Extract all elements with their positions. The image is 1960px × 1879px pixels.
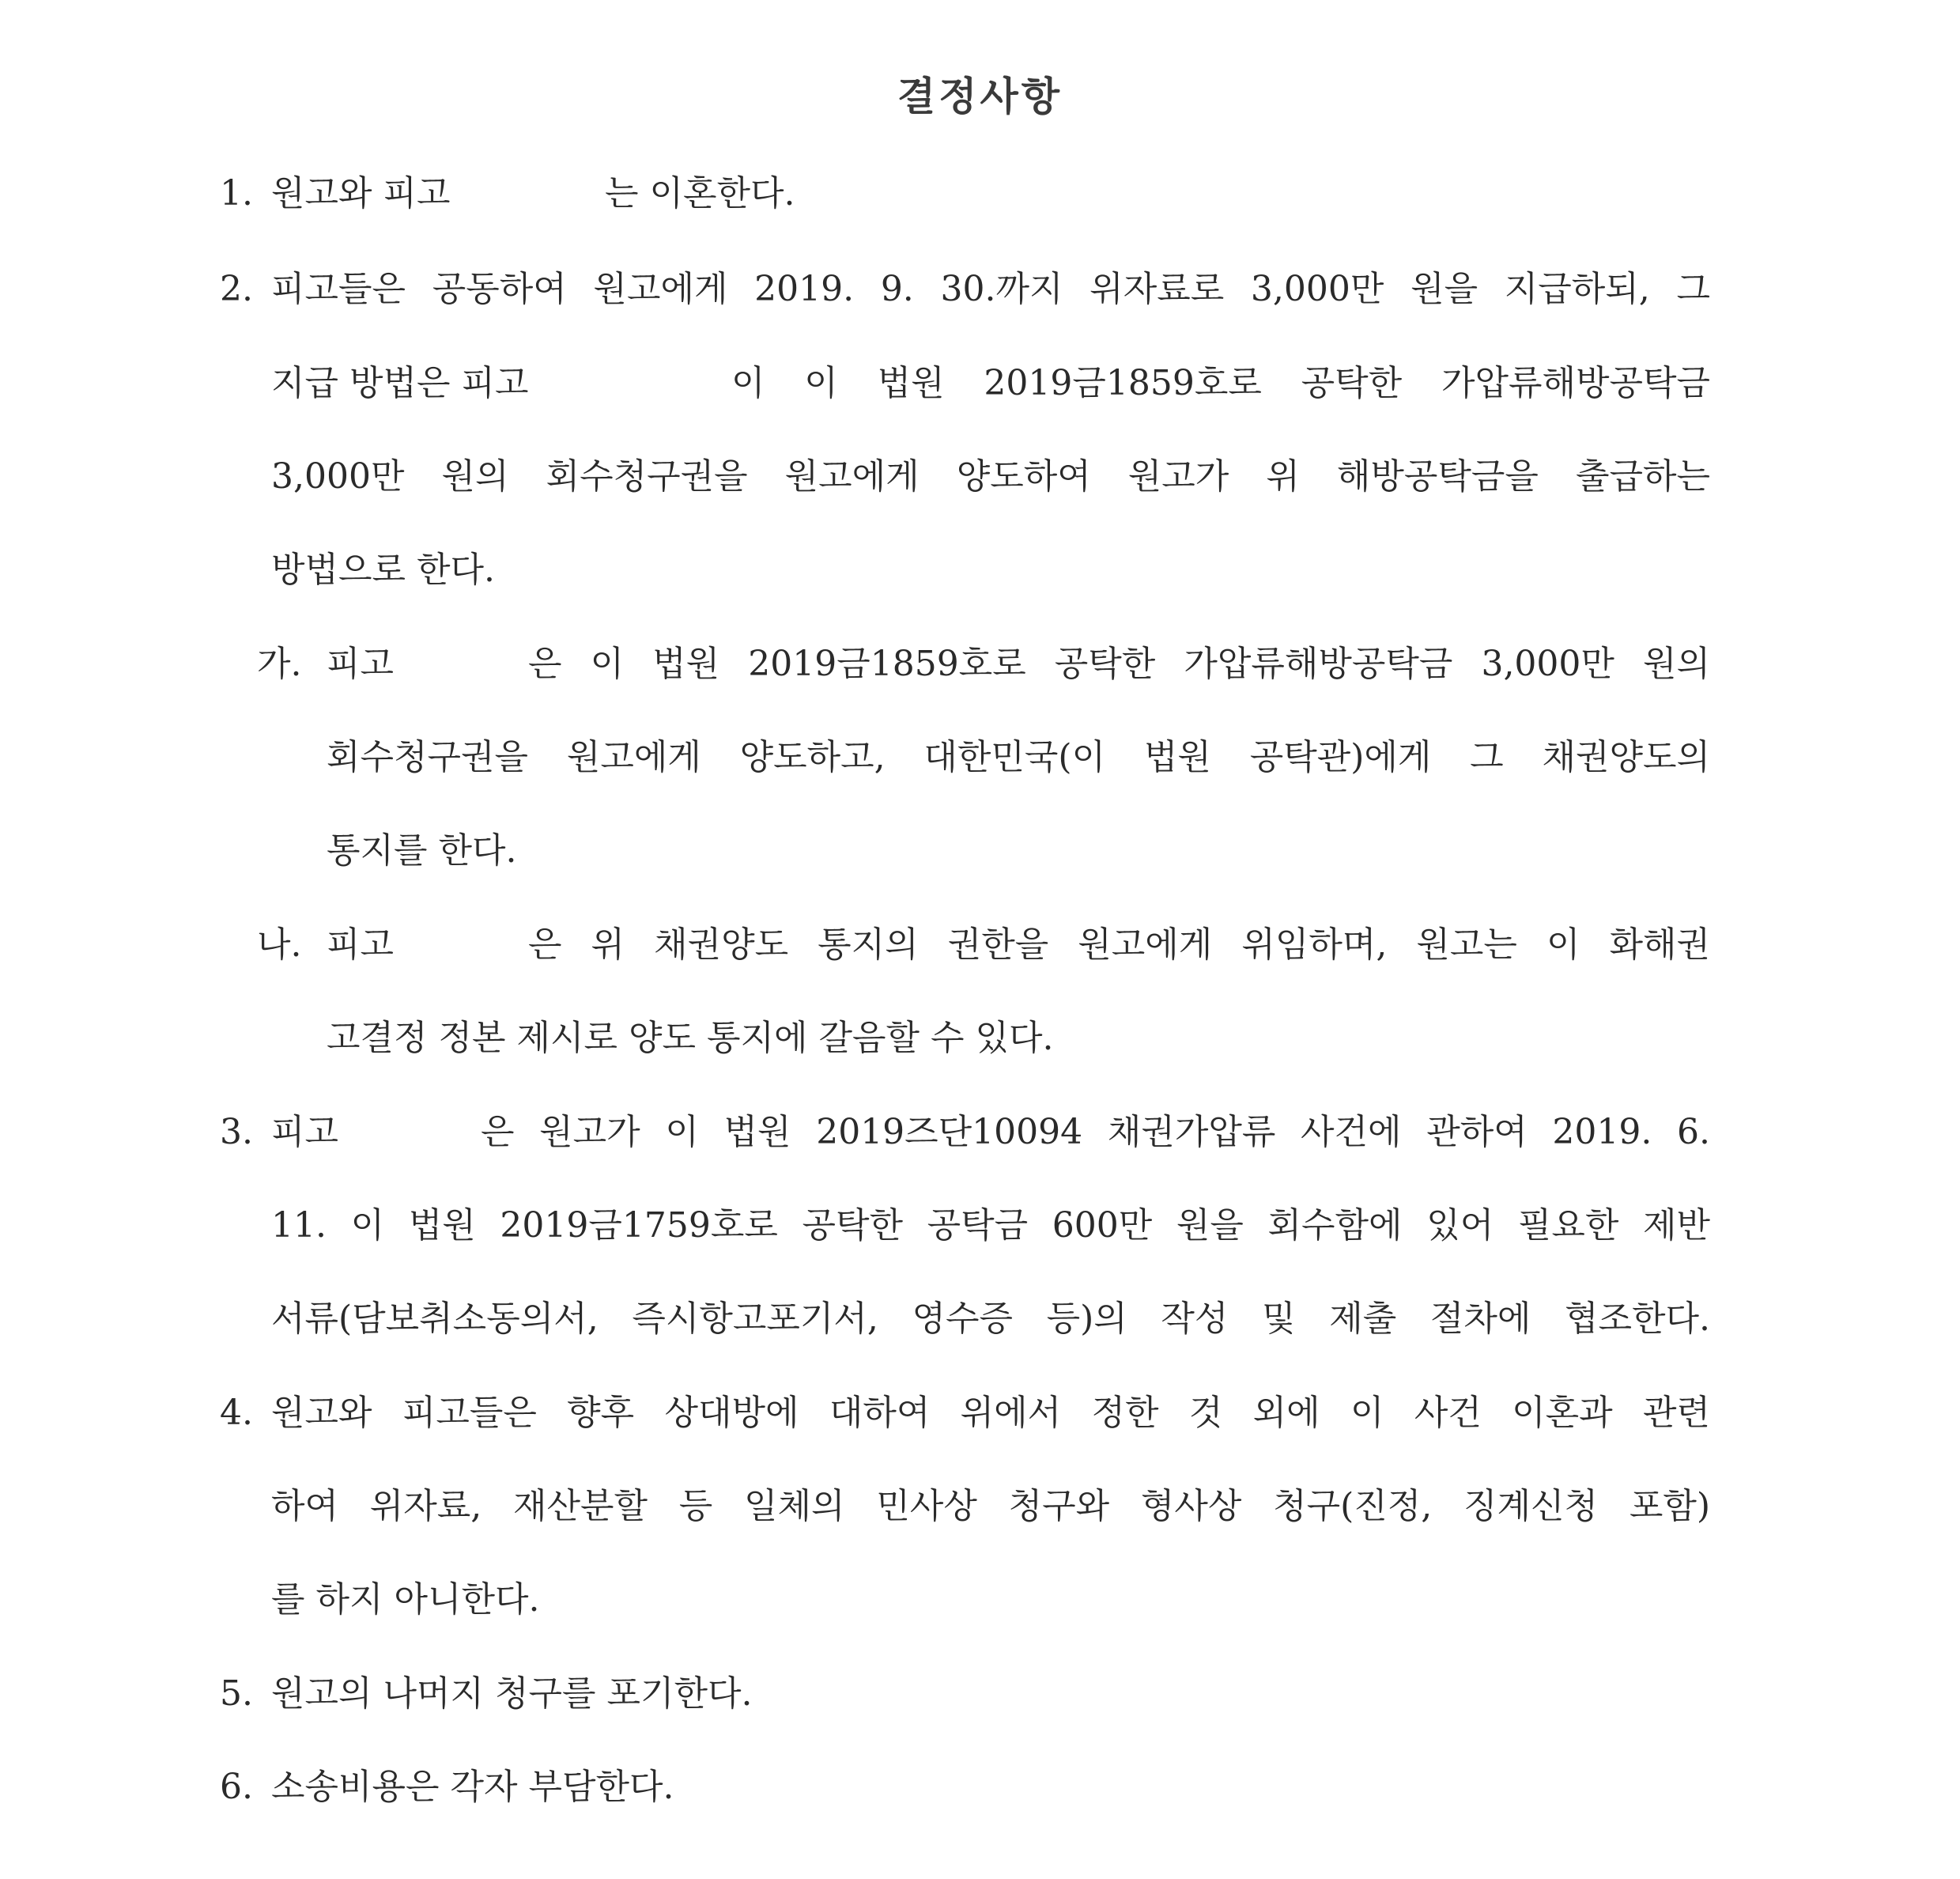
- item-text-line: 고결정 정본 제시로 양도 통지에 갈음할 수 있다.: [327, 1018, 1054, 1058]
- item-text-line: 피고: [327, 644, 395, 684]
- page-title: 결정사항: [897, 74, 1063, 119]
- item-text-line: 회수청구권을 원고에게 양도하고, 대한민국(이 법원 공탁관)에게 그 채권양도의: [327, 737, 1710, 777]
- item-text-line: 이 이 법원 2019금1859호로 공탁한 가압류해방공탁금: [731, 363, 1710, 403]
- item-text-line: 원고와 피고: [271, 173, 451, 214]
- item-number: 4.: [220, 1393, 253, 1433]
- item-text-line: 서류(담보취소동의서, 즉시항고포기서, 영수증 등)의 작성 및 제출 절차에 협조한다.: [271, 1299, 1710, 1339]
- item-number: 1.: [220, 173, 253, 214]
- item-text-line: 방법으로 한다.: [271, 550, 495, 590]
- item-text-line: 3,000만 원의 회수청구권을 원고에게 양도하여 원고가 위 해방공탁금을 출급하는: [271, 456, 1710, 497]
- item-text-line: 피고들은 공동하여 원고에게 2019. 9. 30.까지 위자료로 3,000만 원을 지급하되, 그: [271, 269, 1710, 309]
- item-text-line: 11. 이 법원 2019금1759호로 공탁한 공탁금 600만 원을 회수함에 있어 필요한 제반: [271, 1205, 1710, 1246]
- item-text-line: 은 위 채권양도 통지의 권한을 원고에게 위임하며, 원고는 이 화해권: [528, 924, 1710, 965]
- subitem-marker: 나.: [257, 924, 302, 965]
- item-text-line: 통지를 한다.: [327, 830, 517, 871]
- item-number: 2.: [220, 269, 253, 309]
- item-number: 3.: [220, 1112, 253, 1152]
- subitem-marker: 가.: [257, 644, 302, 684]
- item-text-line: 은 원고가 이 법원 2019즈단10094 채권가압류 사건에 관하여 2019. 6.: [481, 1112, 1710, 1152]
- item-number: 6.: [220, 1767, 253, 1807]
- item-text-line: 피고: [327, 924, 395, 965]
- item-text-line: 하여 위자료, 재산분할 등 일체의 민사상 청구와 형사상 청구(진정, 징계신청 포함): [271, 1486, 1710, 1526]
- item-text-line: 소송비용은 각자 부담한다.: [271, 1767, 674, 1807]
- item-text-line: 를 하지 아니한다.: [271, 1579, 540, 1620]
- item-text-line: 은 이 법원 2019금1859호로 공탁한 가압류해방공탁금 3,000만 원의: [528, 644, 1710, 684]
- item-text-line: 지급 방법은 피고: [271, 363, 529, 403]
- item-text-line: 원고와 피고들은 향후 상대방에 대하여 위에서 정한 것 외에 이 사건 이혼과 관련: [271, 1393, 1710, 1433]
- item-text-line: 피고: [271, 1112, 339, 1152]
- item-number: 5.: [220, 1673, 253, 1714]
- item-text-line: 원고의 나머지 청구를 포기한다.: [271, 1673, 753, 1714]
- item-text-line: 는 이혼한다.: [605, 173, 795, 214]
